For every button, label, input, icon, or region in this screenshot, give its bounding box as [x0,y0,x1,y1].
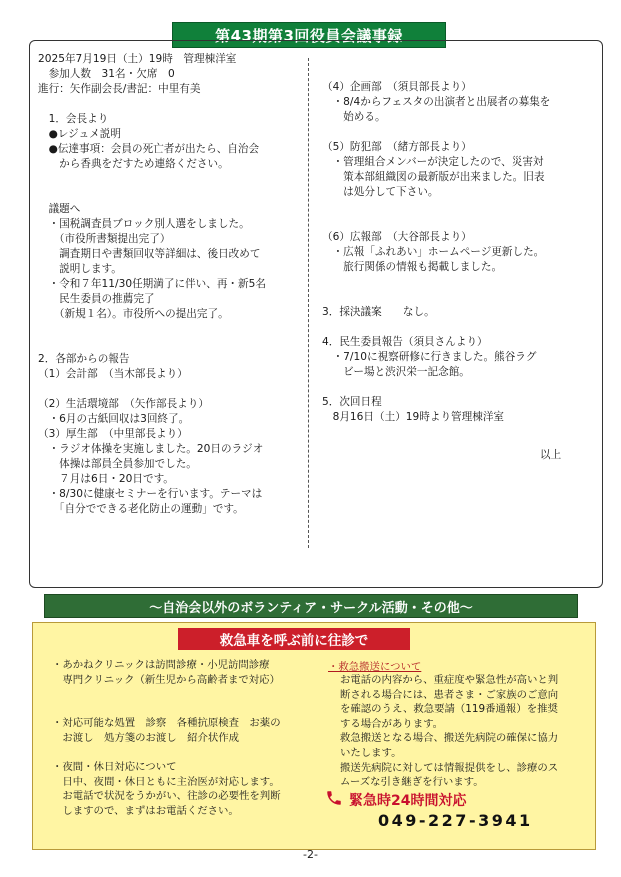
emergency-line [325,789,466,811]
transport-info [340,673,590,790]
minutes-line: 始める。 [322,111,386,123]
minutes-line [38,382,304,397]
minutes-line: （市役所書類提出完了） [38,233,171,245]
minutes-line: 体操は部員全員参加でした。 [38,458,197,470]
clinic-line [52,687,312,702]
phone-icon [325,789,343,811]
minutes-line: ・6月の古紙回収は3回終了。 [38,413,190,425]
minutes-line [322,215,594,230]
minutes-line: 8月16日（土）19時より管理棟洋室 [322,411,505,423]
minutes-line: （4）企画部 （須貝部長より） [322,81,472,93]
minutes-line: 「自分でできる老化防止の運動」です。 [38,503,244,515]
minutes-line [38,322,304,337]
clinic-line [52,702,312,717]
minutes-line: ７月は6日・20日です。 [38,473,174,485]
minutes-line: 2．各部からの報告 [38,353,130,365]
minutes-right-column [322,80,594,425]
minutes-line [38,172,304,187]
minutes-left-column [38,52,304,517]
minutes-line: 1．会長より [38,113,109,125]
minutes-line [38,97,304,112]
minutes-line: 調査期日や書類回収等詳細は、後日改めて [38,248,261,260]
minutes-line: （新規１名）。市役所への提出完了。 [38,308,229,320]
minutes-line: ・ラジオ体操を実施しました。20日のラジオ [38,443,264,455]
minutes-line [322,320,594,335]
transport-line: お電話の内容から、重症度や緊急性が高いと判 [340,674,559,686]
minutes-line: 進行：矢作副会長/書記：中里有美 [38,83,201,95]
minutes-line: 4．民生委員報告（須貝さんより） [322,336,488,348]
clinic-banner: 救急車を呼ぶ前に往診で [178,628,410,650]
clinic-line: ・対応可能な処置 診察 各種抗原検査 お薬の [52,717,281,730]
minutes-line [322,275,594,290]
transport-line: 搬送先病院に対しては情報提供をし、診療のス [340,761,559,774]
minutes-line: 旅行関係の情報も掲載しました。 [322,261,503,273]
minutes-line: ●レジュメ説明 [38,128,121,140]
emergency-label: 緊急時24時間対応 [349,793,467,809]
minutes-line: ・広報「ふれあい」ホームページ更新した。 [322,246,545,258]
page-number: -2- [303,848,318,861]
clinic-info-column [52,658,312,819]
minutes-line: （5）防犯部 （緒方部長より） [322,141,472,153]
column-divider [308,58,309,548]
minutes-line: （3）厚生部 （中里部長より） [38,428,188,440]
minutes-line: （1）会計部 （当木部長より） [38,368,188,380]
transport-line: 救急搬送となる場合、搬送先病院の確保に協力 [340,732,559,745]
minutes-line: ・8/4からフェスタの出演者と出展者の募集を [322,96,551,108]
minutes-line: ●伝達事項：会員の死亡者が出たら、自治会 [38,143,260,155]
phone-number[interactable]: 049-227-3941 [378,811,533,830]
page-title: 第43期第3回役員会議事録 [172,22,446,48]
clinic-line: 専門クリニック（新生児から高齢者まで対応） [52,673,280,686]
transport-line: する場合があります。 [340,717,444,730]
minutes-line: ・7/10に視察研修に行きました。熊谷ラグ [322,351,537,363]
minutes-line: ・管理組合メンバーが決定したので、災害対 [322,156,544,168]
transport-line: ムーズな引き継ぎを行います。 [340,776,484,789]
closing-text: 以上 [540,449,562,461]
minutes-line: ・8/30に健康セミナーを行います。テーマは [38,488,263,500]
clinic-line: ・夜間・休日対応について [52,761,177,774]
minutes-line: は処分して下さい。 [322,186,439,198]
transport-line: 断される場合には、患者さま・ご家族のご意向 [340,688,559,701]
minutes-line: ビー場と渋沢栄一記念館。 [322,366,470,378]
clinic-line: しますので、まずはお電話ください。 [52,804,239,817]
minutes-line: ・令和７年11/30任期満了に伴い、再・新5名 [38,278,266,290]
clinic-line: お渡し 処方箋のお渡し 紹介状作成 [52,731,240,744]
minutes-line [322,125,594,140]
transport-line: いたします。 [340,746,402,759]
minutes-line [38,187,304,202]
section-banner: ～自治会以外のボランティア・サークル活動・その他～ [44,594,578,618]
minutes-line [322,380,594,395]
minutes-line [322,290,594,305]
minutes-line: 策本部組織図の最新版が出来ました。旧表 [322,171,545,183]
transport-heading: ・救急搬送について [328,661,422,673]
clinic-line: ・あかねクリニックは訪問診療・小児訪問診療 [52,659,270,671]
clinic-line: 日中、夜間・休日ともに主治医が対応します。 [52,775,280,788]
minutes-line: から香典をだすため連絡ください。 [38,158,229,170]
minutes-line: 説明します。 [38,263,122,275]
minutes-line: （6）広報部 （大谷部長より） [322,231,472,243]
minutes-line: 2025年7月19日（土）19時 管理棟洋室 [38,53,237,65]
minutes-line: 議題へ [38,203,81,215]
minutes-line: 参加人数 31名・欠席 0 [38,68,175,80]
minutes-line: 5．次回日程 [322,396,382,408]
clinic-line [52,746,312,761]
minutes-line: 民生委員の推薦完了 [38,293,155,305]
minutes-line: ・国税調査員ブロック別人選をしました。 [38,218,250,230]
transport-line: を確認のうえ、救急要請（119番通報）を推奨 [340,703,558,716]
minutes-line [322,200,594,215]
minutes-line: （2）生活環境部 （矢作部長より） [38,398,209,410]
clinic-line: お電話で状況をうかがい、往診の必要性を判断 [52,790,281,803]
minutes-line: 3．採決議案 なし。 [322,306,435,318]
minutes-line [38,337,304,352]
